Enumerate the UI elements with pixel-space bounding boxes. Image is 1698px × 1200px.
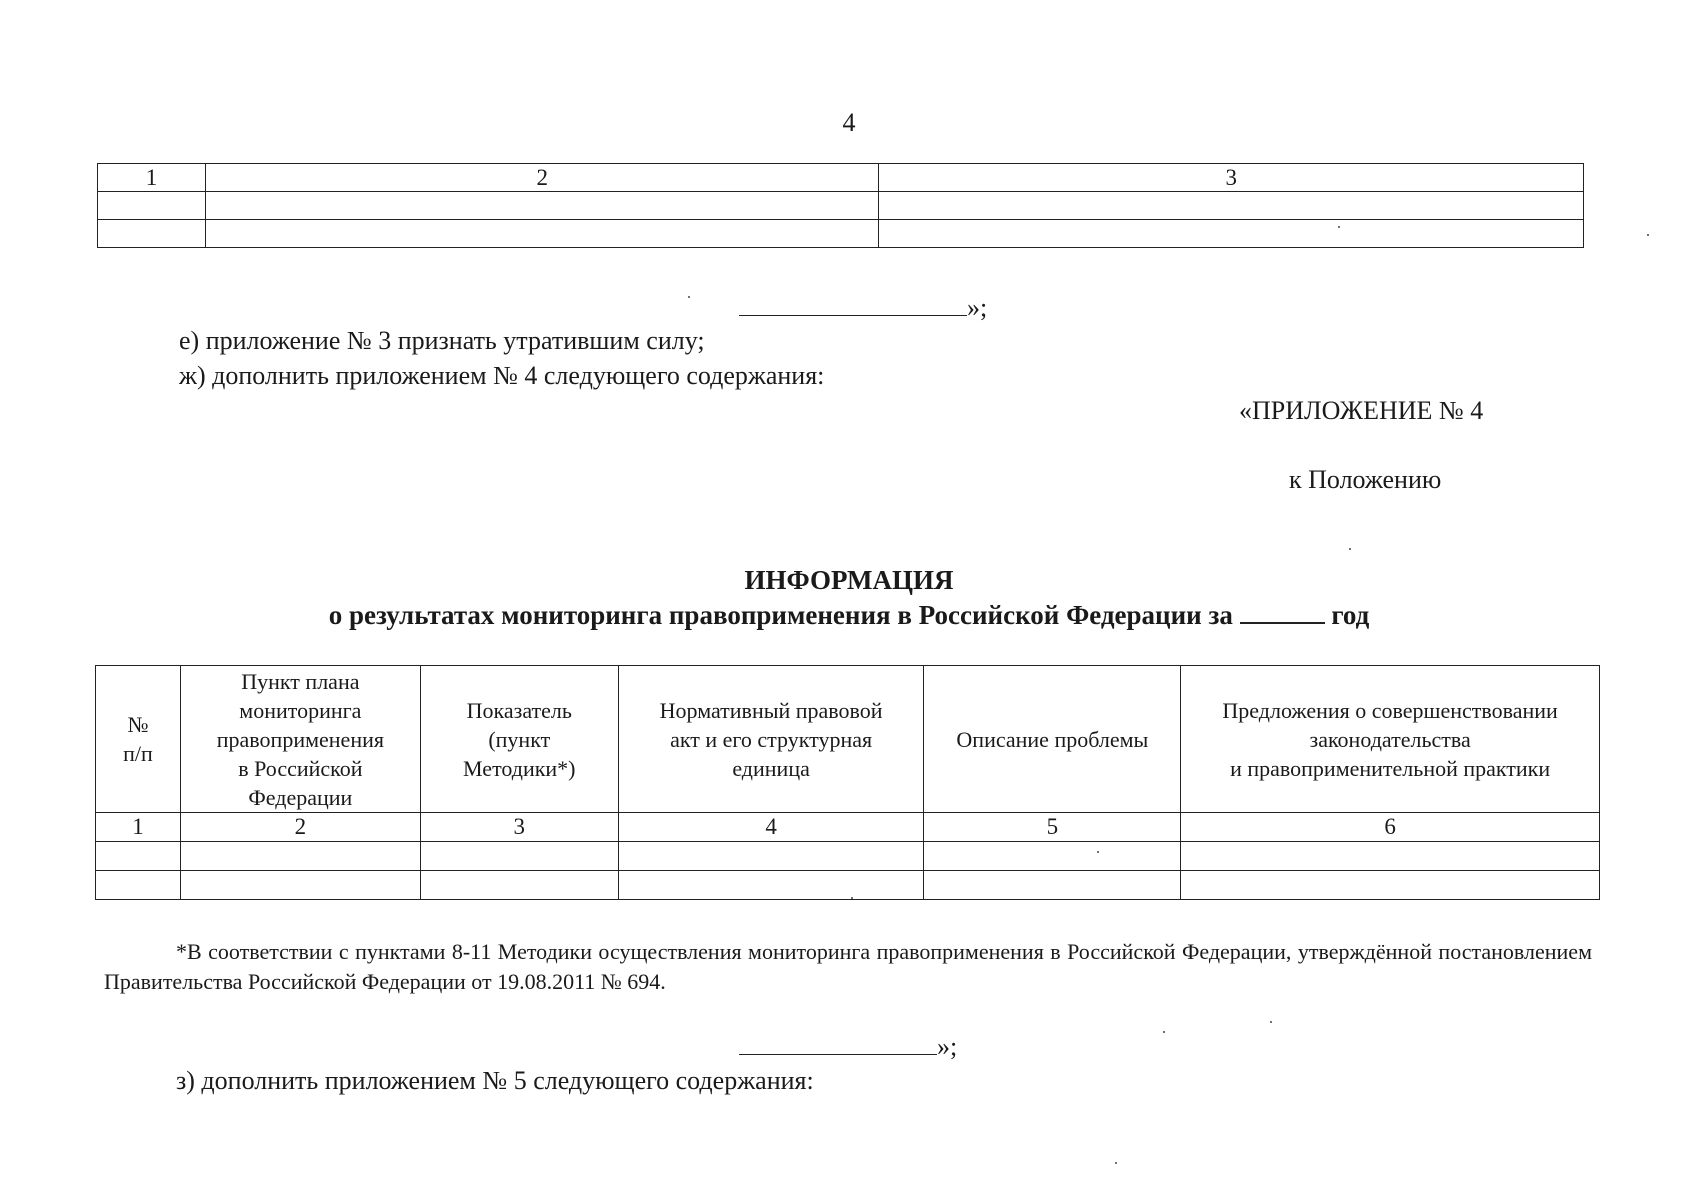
page-number: 4 bbox=[842, 108, 856, 137]
table-row bbox=[98, 164, 1584, 192]
col-header-indicator: Показатель (пункт Методики*) bbox=[420, 666, 618, 813]
col-header-proposals: Предложения о совершенствовании законодательства и правоприменительной практики bbox=[1181, 666, 1600, 813]
scan-speck bbox=[1338, 226, 1340, 228]
table-cell bbox=[180, 842, 420, 871]
col-header-legal-act: Нормативный правовой акт и его структурная единица bbox=[618, 666, 924, 813]
table-cell bbox=[98, 192, 206, 220]
col-header-plan-item: Пункт плана мониторинга правоприменения в Российской Федерации bbox=[180, 666, 420, 813]
table-cell bbox=[420, 871, 618, 900]
table-cell bbox=[924, 871, 1181, 900]
table-header-row bbox=[96, 666, 1600, 813]
scan-speck bbox=[851, 897, 853, 899]
item-zh: ж) дополнить приложением № 4 следующего содержания: bbox=[179, 361, 825, 390]
table-row bbox=[96, 871, 1600, 900]
table-cell bbox=[98, 220, 206, 248]
subheading-year: год bbox=[1331, 600, 1370, 630]
table-cell bbox=[618, 842, 924, 871]
table-cell bbox=[924, 842, 1181, 871]
col-header-problem: Описание проблемы bbox=[924, 666, 1181, 813]
scan-speck bbox=[1097, 851, 1099, 853]
table-cell: 4 bbox=[618, 813, 924, 842]
scan-speck bbox=[1647, 234, 1649, 236]
scan-speck bbox=[1270, 1021, 1272, 1023]
table-number-row bbox=[96, 813, 1600, 842]
subheading-text: о результатах мониторинга правоприменения в Российской Федерации за bbox=[328, 600, 1233, 630]
table-cell bbox=[205, 192, 879, 220]
item-z: з) дополнить приложением № 5 следующего содержания: bbox=[176, 1066, 814, 1095]
footnote: *В соответствии с пунктами 8-11 Методики осуществления мониторинга правоприменения в Российской Федерации, утверждённой постановлением Правительства Российской Федерации от 19.08.2011 № 694. bbox=[104, 939, 1592, 994]
col-header-number: № п/п bbox=[96, 666, 181, 813]
table-cell bbox=[1181, 871, 1600, 900]
closing-quote: »; bbox=[967, 293, 988, 322]
table-row bbox=[98, 192, 1584, 220]
table-row bbox=[96, 842, 1600, 871]
table-cell bbox=[96, 842, 181, 871]
monitoring-table bbox=[95, 665, 1600, 900]
table-row bbox=[98, 220, 1584, 248]
table-cell bbox=[96, 871, 181, 900]
table-cell bbox=[205, 220, 879, 248]
table-cell: 1 bbox=[96, 813, 181, 842]
table-cell: 6 bbox=[1181, 813, 1600, 842]
table-cell: 3 bbox=[879, 164, 1584, 192]
scan-speck bbox=[1349, 548, 1351, 550]
table-cell bbox=[879, 220, 1584, 248]
table-cell bbox=[1181, 842, 1600, 871]
table-cell bbox=[879, 192, 1584, 220]
table-cell: 2 bbox=[180, 813, 420, 842]
table-cell: 1 bbox=[98, 164, 206, 192]
scan-speck bbox=[688, 296, 690, 298]
closing-quote: »; bbox=[937, 1032, 958, 1061]
table-cell bbox=[618, 871, 924, 900]
appendix-label: «ПРИЛОЖЕНИЕ № 4 bbox=[1239, 396, 1484, 425]
signature-line bbox=[739, 1034, 937, 1055]
table-cell bbox=[420, 842, 618, 871]
scan-speck bbox=[1115, 1162, 1117, 1164]
table-cell: 5 bbox=[924, 813, 1181, 842]
scan-speck bbox=[1163, 1031, 1165, 1033]
appendix-to: к Положению bbox=[1289, 465, 1442, 494]
top-table bbox=[97, 163, 1584, 248]
year-blank bbox=[1240, 602, 1325, 624]
info-subheading bbox=[0, 600, 1698, 631]
info-heading: ИНФОРМАЦИЯ bbox=[744, 565, 954, 595]
item-e: е) приложение № 3 признать утратившим силу; bbox=[179, 326, 705, 355]
table-cell: 2 bbox=[205, 164, 879, 192]
table-cell bbox=[180, 871, 420, 900]
closing-mark-2 bbox=[739, 1032, 957, 1062]
closing-mark-1 bbox=[739, 293, 987, 323]
table-cell: 3 bbox=[420, 813, 618, 842]
signature-line bbox=[739, 295, 967, 316]
